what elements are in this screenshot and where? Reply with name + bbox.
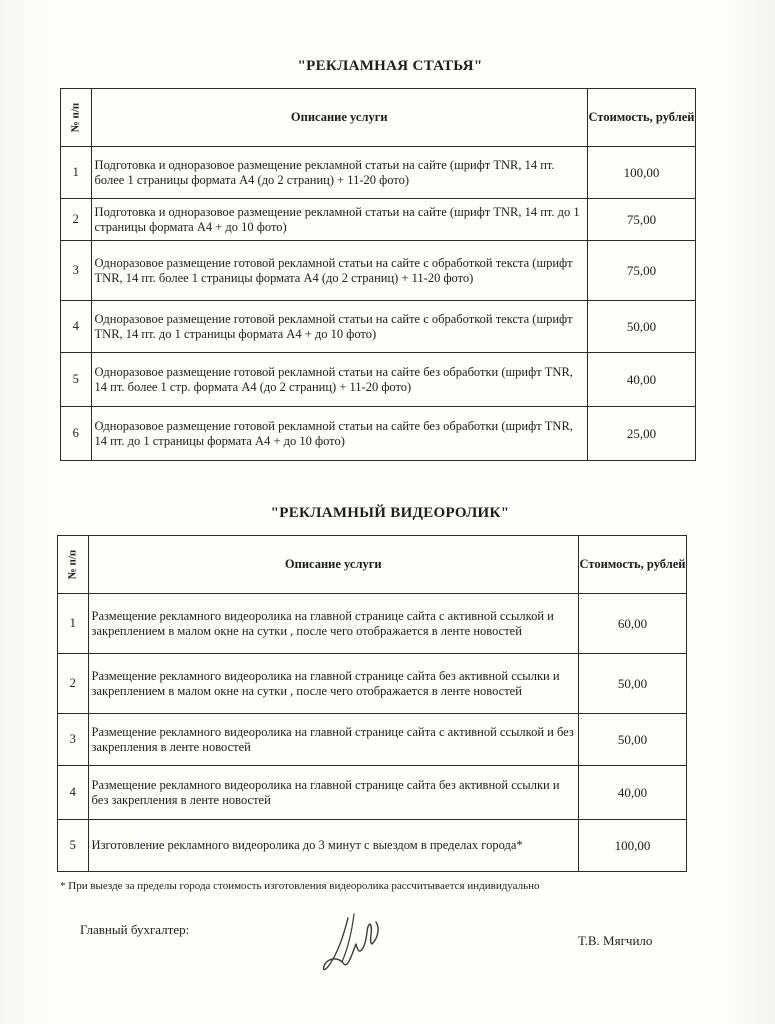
row-description: Подготовка и одноразовое размещение рекламной статьи на сайте (шрифт TNR, 14 пт. до 1 страницы формата А4 + до 10 фото) xyxy=(91,199,587,241)
row-price: 40,00 xyxy=(588,353,696,407)
num-header: № п/п xyxy=(58,536,89,594)
row-price: 50,00 xyxy=(579,654,687,714)
table-row xyxy=(58,594,687,654)
table-row xyxy=(61,241,696,301)
row-description: Изготовление рекламного видеоролика до 3 минут с выездом в пределах города* xyxy=(88,820,578,872)
row-description: Размещение рекламного видеоролика на главной странице сайта с активной ссылкой и без закрепления в ленте новостей xyxy=(88,714,578,766)
table-header-row xyxy=(58,536,687,594)
price-header: Стоимость, рублей xyxy=(588,89,696,147)
table-row xyxy=(61,147,696,199)
price-header: Стоимость, рублей xyxy=(579,536,687,594)
row-number: 1 xyxy=(61,147,92,199)
description-header: Описание услуги xyxy=(91,89,587,147)
row-number: 5 xyxy=(58,820,89,872)
handwritten-signature xyxy=(318,908,388,980)
row-price: 75,00 xyxy=(588,241,696,301)
row-price: 75,00 xyxy=(588,199,696,241)
table-row xyxy=(61,353,696,407)
row-number: 1 xyxy=(58,594,89,654)
description-header: Описание услуги xyxy=(88,536,578,594)
row-description: Одноразовое размещение готовой рекламной статьи на сайте без обработки (шрифт TNR, 14 пт. более 1 стр. формата А4 (до 2 страниц) + 11-20 фото) xyxy=(91,353,587,407)
row-description: Одноразовое размещение готовой рекламной статьи на сайте с обработкой текста (шрифт TNR, 14 пт. более 1 страницы формата А4 (до 2 страниц) + 11-20 фото) xyxy=(91,241,587,301)
row-price: 25,00 xyxy=(588,407,696,461)
chief-accountant-label: Главный бухгалтер: xyxy=(80,922,190,937)
row-number: 5 xyxy=(61,353,92,407)
table-row xyxy=(61,407,696,461)
row-number: 4 xyxy=(58,766,89,820)
table-row xyxy=(58,654,687,714)
num-header: № п/п xyxy=(61,89,92,147)
row-description: Подготовка и одноразовое размещение рекламной статьи на сайте (шрифт TNR, 14 пт. более 1 страницы формата А4 (до 2 страниц) + 11-20 фото) xyxy=(91,147,587,199)
row-price: 100,00 xyxy=(588,147,696,199)
footnote: * При выезде за пределы города стоимость изготовления видеоролика рассчитывается индивидуально xyxy=(60,880,540,892)
row-price: 100,00 xyxy=(579,820,687,872)
row-price: 60,00 xyxy=(579,594,687,654)
row-description: Размещение рекламного видеоролика на главной странице сайта без активной ссылки и без закрепления в ленте новостей xyxy=(88,766,578,820)
row-number: 6 xyxy=(61,407,92,461)
row-description: Одноразовое размещение готовой рекламной статьи на сайте без обработки (шрифт TNR, 14 пт. до 1 страницы формата А4 + до 10 фото) xyxy=(91,407,587,461)
row-number: 4 xyxy=(61,301,92,353)
table-row xyxy=(61,199,696,241)
section1-title: "РЕКЛАМНАЯ СТАТЬЯ" xyxy=(297,58,483,74)
row-number: 3 xyxy=(61,241,92,301)
section1-price-table xyxy=(60,88,696,461)
row-number: 2 xyxy=(61,199,92,241)
section2-title: "РЕКЛАМНЫЙ ВИДЕОРОЛИК" xyxy=(270,505,510,521)
row-number: 2 xyxy=(58,654,89,714)
row-number: 3 xyxy=(58,714,89,766)
table-row xyxy=(58,714,687,766)
table-row xyxy=(58,766,687,820)
row-description: Размещение рекламного видеоролика на главной странице сайта без активной ссылки и закреплением в малом окне на сутки , после чего отображается в ленте новостей xyxy=(88,654,578,714)
row-price: 40,00 xyxy=(579,766,687,820)
section2-price-table xyxy=(57,535,687,872)
table-row xyxy=(58,820,687,872)
row-price: 50,00 xyxy=(579,714,687,766)
table-row xyxy=(61,301,696,353)
row-description: Размещение рекламного видеоролика на главной странице сайта с активной ссылкой и закреплением в малом окне на сутки , после чего отображается в ленте новостей xyxy=(88,594,578,654)
row-price: 50,00 xyxy=(588,301,696,353)
table-header-row xyxy=(61,89,696,147)
row-description: Одноразовое размещение готовой рекламной статьи на сайте с обработкой текста (шрифт TNR, 14 пт. до 1 страницы формата А4 + до 10 фото) xyxy=(91,301,587,353)
chief-accountant-name: Т.В. Мягчило xyxy=(578,933,653,948)
